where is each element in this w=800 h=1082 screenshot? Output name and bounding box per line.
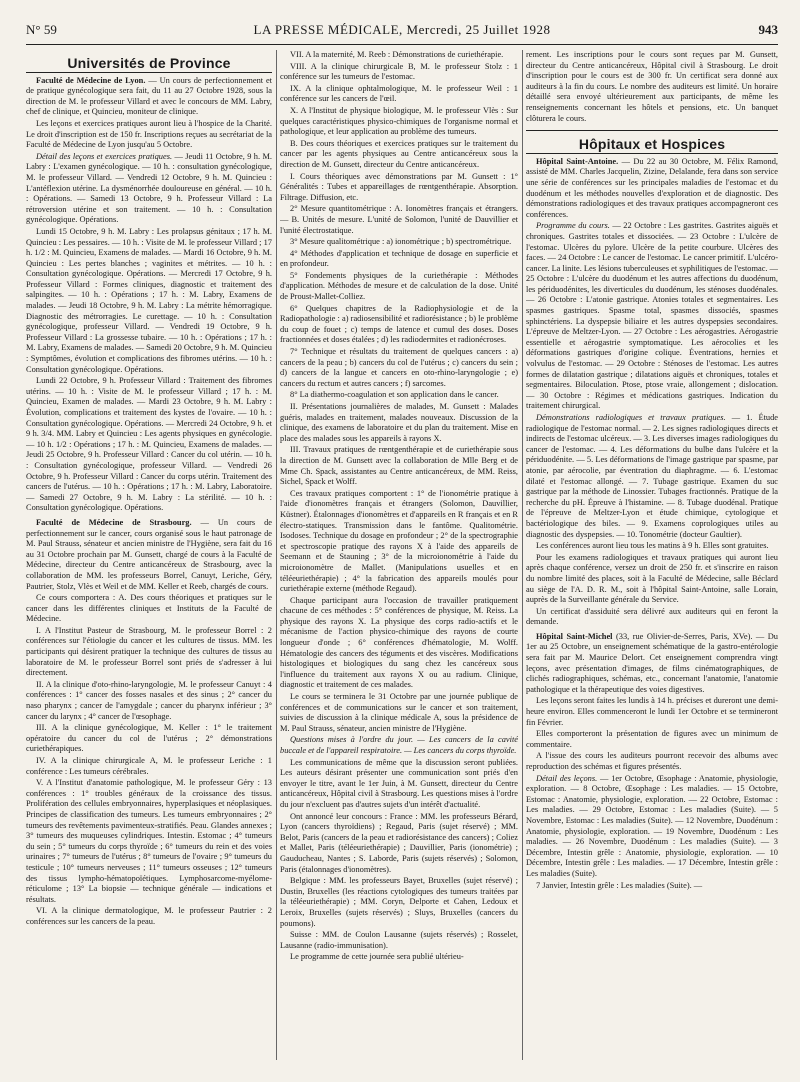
journal-title: LA PRESSE MÉDICALE, Mercredi, 25 Juillet 1928 (253, 22, 551, 37)
header-rule (26, 44, 778, 45)
paragraph: IX. A la clinique ophtalmologique, M. le professeur Weil : 1 conférence sur les cancers de l'œil. (280, 83, 518, 104)
paragraph: IV. A la clinique chirurgicale A, M. le professeur Leriche : 1 conférence : Les tumeurs cérébrales. (26, 756, 272, 776)
paragraph: Hôpital Saint-Michel (33, rue Olivier-de-Serres, Paris, XVe). — Du 1er au 25 Octobre, un enseignement schématique de la gastro-entérologie sera fait par M. Maurice Delort. Cet enseignement comprendra vingt leçons, avec présentation d'images, de films cinématographiques, de clichés radiographiques, schémas, etc., concernant l'anatomie, l'anatomie pathologique et la thérapeutique des voies digestives. (526, 631, 778, 694)
section-rule (526, 153, 778, 154)
column-right (526, 50, 778, 1060)
page-number: 943 (758, 22, 778, 37)
paragraph: Lundi 22 Octobre, 9 h. Professeur Villard : Traitement des fibromes utérins. — 10 h. : Visite de M. le professeur Villard ; 17 h. : M. Quincieu, Examen de malades. — Mardi 23 Octobre, 9 h. M. Labry : Évolution, complications et traitement des kystes de l'ovaire. — 10 h. : Consultation gynécologique. Opérations. — Mercredi 24 Octobre, 9 h. et 9 h. 3/4. MM. Labry et Quincieu : Les agents physiques en gynécologie. — 10 h. 1/2 : Opérations ; 17 h. : M. Quincieu, Examens de malades. — Jeudi 25 Octobre, 9 h. Professeur Villard : Cancer du col utérin. — 10 h. : Consultation gynécologique, professeur Villard. — Vendredi 26 Octobre, 9 h. Professeur Villard : Cancer du corps utérin. Traitement des cancers de l'utérus. — 10 h. : Opérations ; 17 h. : M. Labry, Laboratoire. — Samedi 27 Octobre, 9 h. M. Labry : La stérilité. — 10 h. : Consultation gynécologique. Opérations. (26, 376, 272, 513)
section-title-hopitaux: Hôpitaux et Hospices (578, 136, 726, 153)
paragraph: Les leçons et exercices pratiques auront lieu à l'hospice de la Charité. Le droit d'inscription est de 150 fr. Inscriptions reçues au secrétariat de la Faculté de Médecine de Lyon jusqu'au 5 Octobre. (26, 118, 272, 150)
paragraph: III. Travaux pratiques de rœntgenthérapie et de curiethérapie sous la direction de M. Gunsett avec la collaboration de Mlle Berg et de Mme Ch. Spack, assistantes au Centre anticancéreux, de MM. Reiss, Sichel, Spack et Wolff. (280, 445, 518, 487)
paragraph: Pour les examens radiologiques et travaux pratiques qui auront lieu après chaque conférence, versez un droit de 250 fr. et s'inscrire en raison du nombre limité des places, soit à la Faculté de Médecine, salle Béclard au siège de l'A. D. R. M., soit à l'hôpital Saint-Antoine, salle Lorain, auprès de la Surveillante générale du Service. (526, 552, 778, 605)
paragraph: 4° Méthodes d'application et technique de dosage en superficie et en profondeur. (280, 248, 518, 269)
run-in-heading: Hôpital Saint-Antoine. (536, 156, 619, 166)
paragraph: Faculté de Médecine de Strasbourg. — Un cours de perfectionnement sur le cancer, cours organisé sous le haut patronage de M. Paul Strauss, sénateur et ancien ministre de l'Hygiène, sera fait du 16 au 31 Octobre prochain par M. Gunsett, chargé de cours à la Faculté de Médecine, directeur du Centre anticancéreux de Strasbourg, avec la collaboration de MM. les professeurs Borrel, Canuyt, Leriche, Géry, Pautrier, Stolz, Vlès et Weil et de MM. Keller et Reeb, chargés de cours. (26, 517, 272, 591)
paragraph: I. Cours théoriques avec démonstrations par M. Gunsett : 1° Généralités : Tubes et appareillages de rœntgenthérapie. Absorption. Filtrage. Diffusion, etc. (280, 171, 518, 202)
paragraph: VII. A la maternité, M. Reeb : Démonstrations de curiethérapie. (290, 50, 504, 59)
paragraph: 2° Mesure quantitométrique : A. Ionomètres français et étrangers. — B. Unités de mesure. L'unité de Solomon, l'unité de Dauvillier et l'unité électrostatique. (280, 204, 518, 235)
paragraph: rement. Les inscriptions pour le cours sont reçues par M. Gunsett, directeur du Centre anticancéreux, Hôpital civil à Strasbourg. Le droit d'inscription pour le cours est de 300 fr. Un certificat sera donné aux auditeurs à la fin du cours. Le nombre des auditeurs est limité. Un horaire détaillé sera envoyé ultérieurement aux participants, de même les renseignements concernant les hôtels et pensions, etc. Un banquet clôturera le cours. (526, 50, 778, 123)
paragraph: III. A la clinique gynécologique, M. Keller : 1° le traitement opératoire du cancer du col de l'utérus ; 2° démonstrations curiethérapiques. (26, 723, 272, 754)
paragraph: I. A l'Institut Pasteur de Strasbourg, M. le professeur Borrel : 2 conférences sur l'étiologie du cancer et les cultures de tissus. MM. les participants qui désirent pratiquer la technique des cultures de tissus au laboratoire de M. le professeur Borrel sont priés de s'adresser à lui directement. (26, 625, 272, 678)
paragraph: Le cours se terminera le 31 Octobre par une journée publique de conférences et de communications sur le cancer et son traitement, suivies de discussion à la clinique médicale A, sous la présidence de M. Paul Strauss, sénateur, ancien ministre de l'Hygiène. (280, 692, 518, 733)
run-in-heading: Hôpital Saint-Michel (536, 631, 613, 641)
paragraph: Questions mises à l'ordre du jour. — Les cancers de la cavité buccale et de l'appareil respiratoire. — Les cancers du corps thyroïde. (280, 735, 518, 755)
paragraph: II. A la clinique d'oto-rhino-laryngologie, M. le professeur Canuyt : 4 conférences : 1° cancer des fosses nasales et des sinus ; 2° cancer du naso pharynx ; cancer de l'amygdale ; cancer du pharynx inférieur ; 3° cancer du larynx ; 4° cancer de l'œsophage. (26, 679, 272, 721)
paragraph: 3° Mesure qualitométrique : a) ionométrique ; b) spectrométrique. (290, 237, 512, 247)
page-header (26, 22, 778, 42)
section-rule (26, 72, 272, 73)
paragraph: 8° La diathermo-coagulation et son application dans le cancer. (290, 390, 499, 400)
column-left (26, 50, 272, 1060)
paragraph: Chaque participant aura l'occasion de travailler pratiquement chacune de ces méthodes : 5° conférences de physique, M. Reiss. La physique des rayons X. La physique des corps radio-actifs et le mécanisme de l'action physico-chimique des rayons de courte longueur d'onde ; 6° conférences d'hématologie, M. Wolff. Hématologie des cancers des téguments et des viscères. Modifications histologiques et biologiques du sang chez les cancéreux sous l'influence du traitement aux rayons X ou au radium. Clinique, diagnostic et traitement de ces malades. (280, 595, 518, 690)
issue-number: N° 59 (26, 22, 57, 37)
paragraph: Détail des leçons et exercices pratiques. — Jeudi 11 Octobre, 9 h. M. Labry : L'examen gynécologique. — 10 h. : consultation gynécologique, M. le professeur Villard. — Vendredi 12 Octobre, 9 h. M. Quincieu : L'antéflexion utérine. La dysménorrhée douloureuse en général. — 10 h. : Opérations. — Samedi 13 Octobre, 9 h. Professeur Villard : La rétroversion utérine et son traitement. — 10 h. : Consultation gynécologique. Opérations. (26, 151, 272, 225)
paragraph: 5° Fondements physiques de la curiethérapie : Méthodes d'application. Méthodes de mesure et de calculation de la dose. Unité de Proust-Mallet-Colliez. (280, 270, 518, 302)
paragraph: Ces travaux pratiques comportent : 1° de l'ionométrie pratique à l'aide d'ionomètres français et étrangers (Solomon, Dauvillier, Küstner). Étalonnages d'ionomètres et d'appareils en R français et en R électro-statiques. Transmission dans le fantôme. Qualitométrie. Isodoses. Technique du dosage en profondeur ; 2° de la spectrographie et spectroscopie pratique des rayons X à l'aide des appareils de Seemann et de Stauning ; 3° de la microionométrie à l'aide du microionomètre de Mallet. (Manipulations usuelles et en téléeuriethérapie) ; 4° la fabrication des appareils moulés pour curiethérapie externe (méthode Regaud). (280, 488, 518, 594)
paragraph: VIII. A la clinique chirurgicale B, M. le professeur Stolz : 1 conférence sur les tumeurs de l'estomac. (280, 61, 518, 82)
column-middle (280, 50, 518, 1060)
paragraph: Démonstrations radiologiques et travaux pratiques. — 1. Étude radiologique de l'estomac normal. — 2. Les signes radiologiques directs et indirects de l'estomac ulcéreux. — 3. Les diverses images radiologiques du cancer de l'estomac. — 4. Les déformations du bulbe dans l'ulcère et la périduodénite. — 5. Les déformations de l'image gastrique par spasme, par atonie, par aérocolie, par éventration du diaphragme. — 6. L'estomac dilaté et l'estomac allongé. — 7. Tubage gastrique. Examen du suc gastrique par la méthode de Linossier. Tubages fractionnés. Pratique de la recherche du pH. Épreuve à l'histamine. — 8. Tubage duodénal. Pratique de l'épreuve de Meltzer-Lyon et étude chimique, cytologique et bactériologique des biles. — 9. Examens coprologiques utiles au diagnostic des dyspepsies. — 10. Tonométrie (docteur Gaultier). (526, 413, 778, 539)
paragraph: Les leçons seront faites les lundis à 14 h. précises et dureront une demi-heure environ. Elles commenceront le lundi 1er Octobre et se termineront fin Février. (526, 696, 778, 727)
paragraph: Le programme de cette journée sera publié ultérieu- (290, 952, 464, 962)
paragraph: Les communications de même que la discussion seront publiées. Les auteurs désirant présenter une communication sont priés d'en envoyer le titre, avant le 1er Juin, à M. Gunsett, directeur du Centre anticancéreux, Hôpital civil à Strasbourg. Les questions mises à l'ordre du jour n'excluent pas d'autres sujets d'un intérêt d'actualité. (280, 757, 518, 809)
run-in-heading: Faculté de Médecine de Strasbourg. (36, 517, 192, 527)
section-rule (526, 130, 778, 131)
paragraph: II. Présentations journalières de malades, M. Gunsett : Malades guéris, malades en traitement, malades nouveaux. Discussion de la clinique, des examens de laboratoire et du plan du traitement. Mise en place des malades sous les appareils à rayons X. (280, 402, 518, 443)
paragraph: 7 Janvier, Intestin grêle : Les maladies (Suite). — (536, 880, 703, 890)
paragraph: A l'issue des cours les auditeurs pourront recevoir des albums avec reproduction des schémas et figures présentés. (526, 751, 778, 771)
paragraph: Hôpital Saint-Antoine. — Du 22 au 30 Octobre, M. Félix Ramond, assisté de MM. Charles Jacquelin, Zizine, Delalande, fera dans son service une série de conférences sur les principales maladies de l'estomac et du duodénum et les méthodes nouvelles d'exploration et de diagnostic. Des démonstrations radiologiques et des travaux pratiques accompagneront ces conférences. (526, 156, 778, 219)
paragraph: Suisse : MM. de Coulon Lausanne (sujets réservés) ; Rosselet, Lausanne (radio-immunisation). (280, 930, 518, 950)
paragraph: Ont annoncé leur concours : France : MM. les professeurs Bérard, Lyon (cancers thyroïdiens) ; Regaud, Paris (sujet réservé) ; MM. Belot, Paris (cancers de la peau et radiorésistance des cancers) ; Coliez et Mallet, Paris (téléeuriethérapie) ; Dauvillier, Paris (ionométrie) ; Gauducheau, Nantes ; S. Laborde, Paris (sujets réservés) ; Solomon, Paris (étalonnages d'ionomètres). (280, 811, 518, 874)
paragraph: 6° Quelques chapitres de la Radiophysiologie et de la Radiopathologie : a) radiosensibilité et radiorésistance ; b) le problème du coup de fouet ; c) temps de latence et cumul des doses. Doses fractionnées et doses étalées ; d) les radiodermites et radionécroses. (280, 303, 518, 345)
paragraph: X. A l'Institut de physique biologique, M. le professeur Vlès : Sur quelques caractéristiques physico-chimiques de l'organisme normal et pathologique, et leur application au problème des tumeurs. (280, 105, 518, 137)
column-divider (276, 50, 277, 1060)
paragraph: V. A l'Institut d'anatomie pathologique, M. le professeur Géry : 13 conférences : 1° troubles généraux de la croissance des tissus. Prolifération des cellules embryonnaires, hyperplasiques et néoplasiques. Principes de classification des tumeurs. Les tumeurs embryonnaires ; 2° tumeurs des revêtements pavimenteux-stratifiés. Peau. Glandes annexes ; 3° tumeurs des muqueuses cylindriques. Intestin. Estomac ; 4° tumeurs du sein ; 5° tumeurs du corps thyroïde ; 6° tumeurs du rein et des voies urinaires ; 7° tumeurs de l'utérus ; 8° tumeurs de l'ovaire ; 9° tumeurs du testicule ; 10° tumeurs nerveuses ; 11° tumeurs osseuses ; 12° tumeurs des tissus lympho-hématopoïétiques. Lymphosarcome-myélome-réticulome ; 13° La biopsie — technique générale — indications et résultats. (26, 778, 272, 904)
paragraph: Les conférences auront lieu tous les matins à 9 h. Elles sont gratuites. (536, 541, 769, 551)
paragraph: Détail des leçons. — 1er Octobre, Œsophage : Anatomie, physiologie, exploration. — 8 Octobre, Œsophage : Les maladies. — 15 Octobre, Estomac : Anatomie, physiologie, exploration. — 22 Octobre, Estomac : Les maladies. — 29 Octobre, Estomac : Les maladies (Suite). — 5 Novembre, Estomac : Les maladies (Suite). — 12 Novembre, Duodénum : Anatomie, physiologie, exploration. — 19 Novembre, Duodénum : Les maladies. — 26 Novembre, Duodénum : Les maladies (Suite). — 3 Décembre, Intestin grêle : Anatomie, physiologie, exploration. — 10 Décembre, Intestin grêle : Les maladies. — 17 Décembre, Intestin grêle : Les maladies (Suite). (526, 773, 778, 878)
paragraph: Belgique : MM. les professeurs Bayet, Bruxelles (sujet réservé) ; Dustin, Bruxelles (les réactions cytologiques des tumeurs traitées par la téléeuriethérapie) ; MM. Coryn, Delporte et Cahen, Ledoux et Leroix, Bruxelles (sujets réservés) ; Sluys, Bruxelles (cancers du poumons). (280, 876, 518, 928)
paragraph: Un certificat d'assiduité sera délivré aux auditeurs qui en feront la demande. (526, 606, 778, 627)
paragraph: Programme du cours. — 22 Octobre : Les gastrites. Gastrites aiguës et chroniques. Gastrites totales et dissociées. — 23 Octobre : L'ulcère de l'estomac. Ulcères du pylore. Ulcère de la petite courbure. Ulcères des faces. — 24 Octobre : Le cancer de l'estomac. Le cancer primitif. L'ulcéro-cancer. La linite. Les lésions tuberculeuses et syphilitiques de l'estomac. — 25 Octobre : L'ulcère du duodénum et les autres affections du duodénum, les périduodénites, les diverticules du duodénum, les sténoses duodénales. — 26 Octobre : L'atonie gastrique. Atonies totales et segmentaires. Les spasmes gastriques. Spasme total, spasmes dissociés, spasmes sphinctériens. La dyspepsie biliaire et les autres dyspepsies secondaires. L'épreuve de Meltzer-Lyon. — 27 Octobre : Les aérogastries. Aérogastrie essentielle et aérogastrie symptomatique. Les aérocolies et les déformations gastriques d'origine colique. Éventrations, hernies et volvulus de l'estomac. — 29 Octobre : Sténoses de l'estomac. Les autres formes de dilatation gastrique ; dilatations aiguës et chroniques, totales et segmentaires. Biloculation. Ptose, ptose vraie, allongement ; dislocation. — 30 Octobre : Régimes et médications gastriques. Indication du traitement chirurgical. (526, 221, 778, 411)
paragraph: B. Des cours théoriques et exercices pratiques sur le traitement du cancer par les agents physiques au Centre anticancéreux sous la direction de M. Gunsett, directeur du Centre anticancéreux. (280, 138, 518, 169)
paragraph: Elles comporteront la présentation de figures avec un minimum de commentaire. (526, 729, 778, 749)
column-divider (522, 50, 523, 1060)
section-title-universites: Universités de Province (67, 55, 231, 71)
run-in-heading: Faculté de Médecine de Lyon. (36, 75, 146, 85)
paragraph: Faculté de Médecine de Lyon. — Un cours de perfectionnement et de pratique gynécologique sera fait, du 11 au 27 Octobre 1928, sous la direction de M. le professeur Villard et avec le concours de MM. Labry, chef de clinique, et Quincieu, moniteur de clinique. (26, 75, 272, 117)
paragraph: 7° Technique et résultats du traitement de quelques cancers : a) cancers de la peau ; b) cancers du col de l'utérus ; c) cancers du sein ; d) cancers de la langue et cancers en oto-rhino-laryngologie ; e) cancers du rectum et autres cancers ; f) sarcomes. (280, 347, 518, 388)
paragraph: VI. A la clinique dermatologique, M. le professeur Pautrier : 2 conférences sur les cancers de la peau. (26, 906, 272, 926)
paragraph: Ce cours comportera : A. Des cours théoriques et pratiques sur le cancer dans les différentes cliniques et Instituts de la Faculté de Médecine. (26, 593, 272, 624)
paragraph: Lundi 15 Octobre, 9 h. M. Labry : Les prolapsus génitaux ; 17 h. M. Quincieu : Les pessaires. — 10 h. : Visite de M. le professeur Villard ; 17 h. 1/2 : M. Quincieu, Examens de malades. — Mardi 16 Octobre, 9 h. M. Quincieu : Les pertes blanches ; vaginites et métrites. — 10 h. : Consultation gynécologique. Opérations. — Mercredi 17 Octobre, 9 h. Professeur Villard : Formes cliniques, diagnostic et traitement des salpingites. — 10 h. : Opérations ; 17 h. : M. Labry, Examens de malades. — Jeudi 18 Octobre, 9 h. M. Labry : La métrite hémorragique. Diagnostic des métrorragies. Le curettage. — 10 h. : Consultation gynécologique, professeur Villard. — Vendredi 19 Octobre, 9 h. Professeur Villard : La grossesse tubaire. — 10 h. : Opérations ; 17 h. : M. Labry, Examens de malades. — Samedi 20 Octobre, 9 h. M. Quincieu : Symptômes, évolution et complications des fibromes utérins. — 10 h. : Consultation gynécologique. Opérations. (26, 226, 272, 374)
